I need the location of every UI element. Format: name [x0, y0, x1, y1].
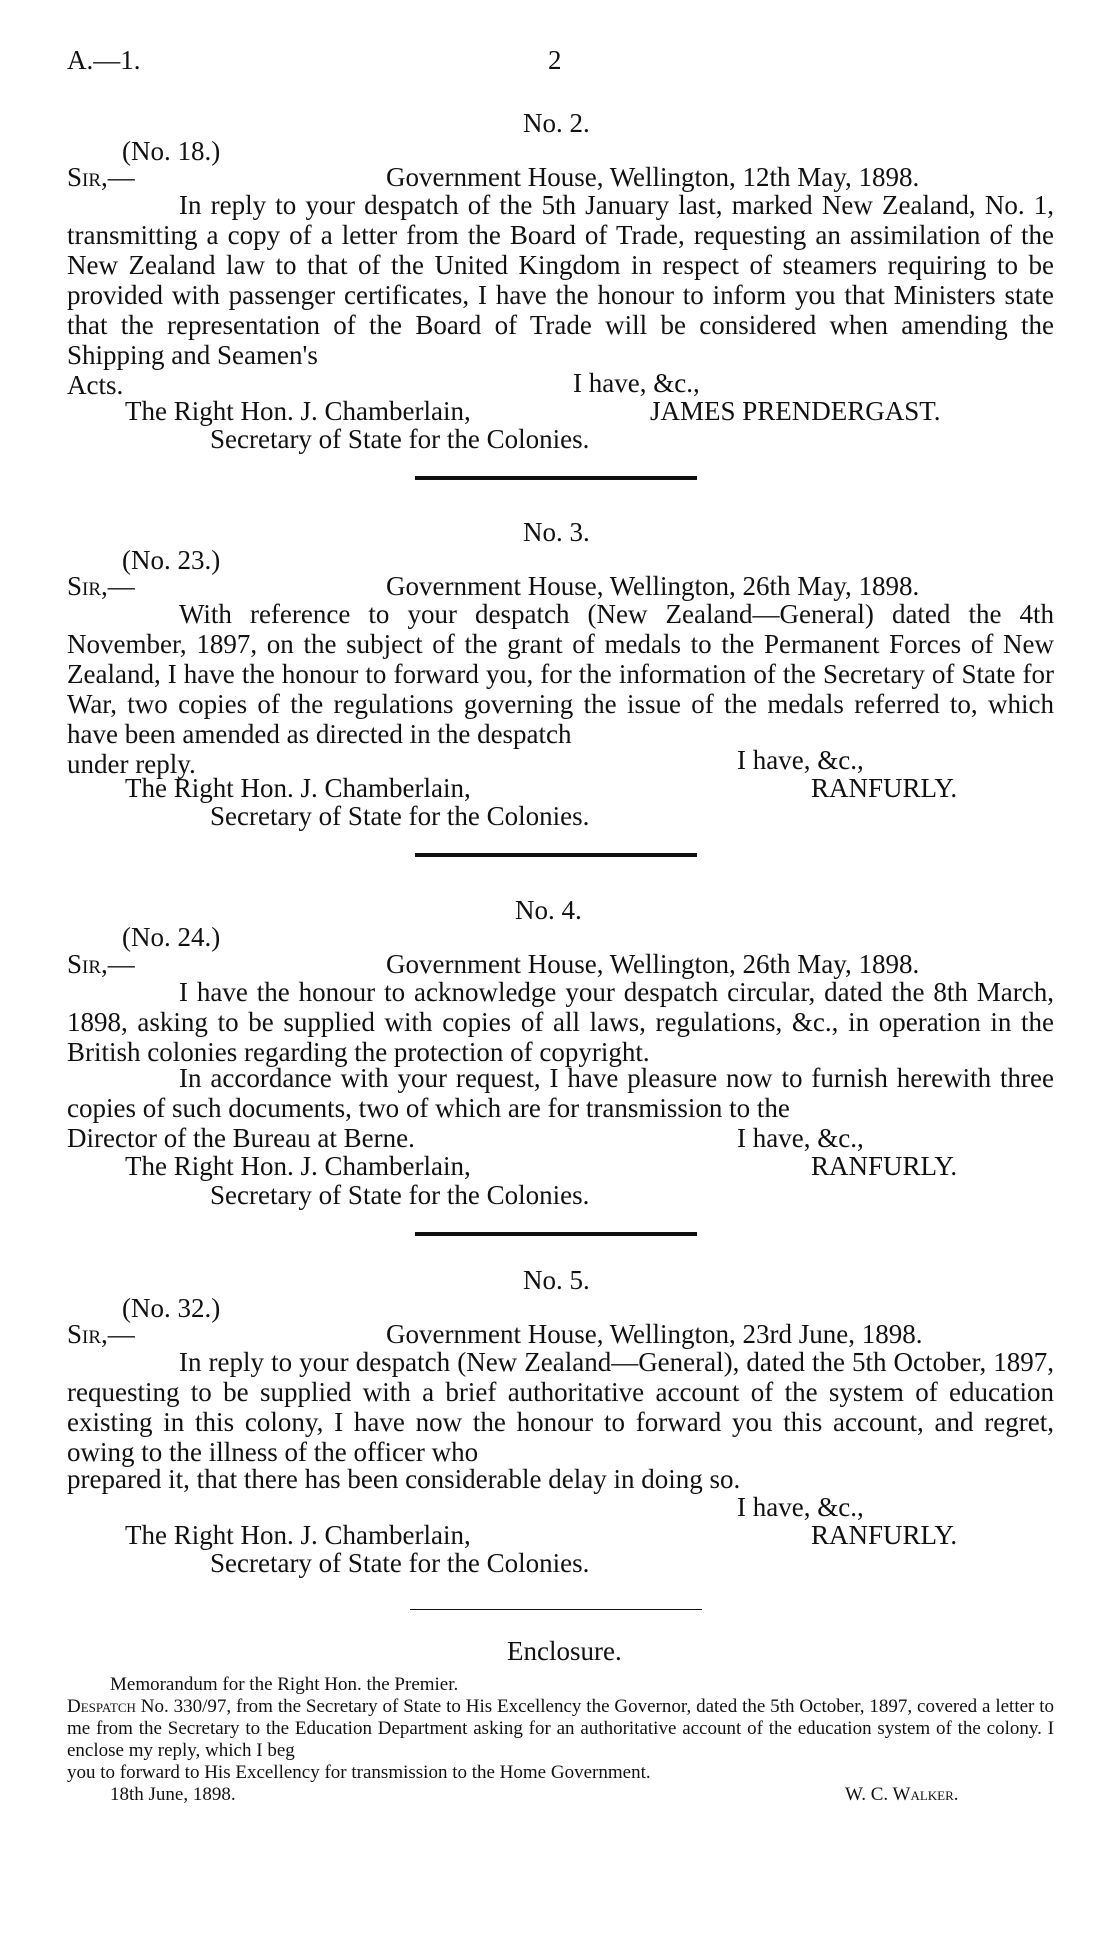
despatch-word: Despatch — [67, 1696, 136, 1717]
addressee: The Right Hon. J. Chamberlain, — [125, 1520, 471, 1550]
letter-ref: (No. 23.) — [122, 545, 221, 575]
closing: I have, &c., — [737, 1492, 864, 1522]
series-code: A.—1. — [67, 45, 141, 75]
letter-ref: (No. 32.) — [122, 1293, 221, 1323]
place-date: Government House, Wellington, 26th May, 1898. — [386, 949, 920, 979]
enclosure-body-text: No. 330/97, from the Secretary of State to His Excellency the Governor, dated the 5th October, 1897, covered a letter to me from the Secretary to the Education Department asking for an authoritative account of the education system of the colony. I enclose my reply, which I beg — [67, 1696, 1055, 1761]
enclosure-title: Enclosure. — [507, 1636, 622, 1666]
enclosure-body-last-line: you to forward to His Excellency for transmission to the Home Government. — [67, 1762, 651, 1783]
closing: I have, &c., — [573, 368, 700, 398]
salutation: Sir,— — [67, 1319, 135, 1349]
salutation: Sir,— — [67, 571, 135, 601]
place-date: Government House, Wellington, 26th May, 1898. — [386, 571, 920, 601]
signature: RANFURLY. — [811, 1151, 958, 1181]
section-divider — [415, 853, 697, 857]
addressee: The Right Hon. J. Chamberlain, — [125, 396, 471, 426]
signature: RANFURLY. — [811, 1520, 958, 1550]
letter-body-last-line: Acts. — [67, 370, 124, 400]
addressee-title: Secretary of State for the Colonies. — [210, 1180, 590, 1210]
closing: I have, &c., — [737, 745, 864, 775]
memorandum-line: Memorandum for the Right Hon. the Premier. — [110, 1674, 459, 1695]
letter-body: With reference to your despatch (New Zealand—General) dated the 4th November, 1897, on the subject of the grant of medals to the Permanent Forces of New Zealand, I have the honour to forward you, for the information of the Secretary of State for War, two copies of the regulations governing the issue of the medals referred to, which have been amended as directed in the despatch — [67, 599, 1054, 749]
addressee: The Right Hon. J. Chamberlain, — [125, 1151, 471, 1181]
section-divider — [415, 476, 697, 480]
salutation: Sir,— — [67, 949, 135, 979]
closing: I have, &c., — [737, 1123, 864, 1153]
letter-title: No. 4. — [515, 895, 582, 925]
enclosure-date: 18th June, 1898. — [110, 1784, 236, 1805]
place-date: Government House, Wellington, 12th May, 1898. — [386, 162, 920, 192]
letter-title: No. 3. — [523, 517, 590, 547]
signature: RANFURLY. — [811, 773, 958, 803]
letter-body-last-line: prepared it, that there has been considerable delay in doing so. — [67, 1464, 741, 1494]
letter-body: I have the honour to acknowledge your despatch circular, dated the 8th March, 1898, asking to be supplied with copies of all laws, regulations, &c., in operation in the British colonies regarding the protection of copyright. — [67, 977, 1054, 1067]
letter-body: In reply to your despatch (New Zealand—General), dated the 5th October, 1897, requesting to be supplied with a brief authoritative account of the system of education existing in this colony, I have now the honour to forward you this account, and regret, owing to the illness of the officer who — [67, 1347, 1054, 1467]
addressee-title: Secretary of State for the Colonies. — [210, 424, 590, 454]
addressee: The Right Hon. J. Chamberlain, — [125, 773, 471, 803]
letter-body-last-line: under reply. — [67, 749, 196, 779]
enclosure-body — [67, 1696, 1054, 1762]
addressee-title: Secretary of State for the Colonies. — [210, 1548, 590, 1578]
addressee-title: Secretary of State for the Colonies. — [210, 801, 590, 831]
letter-body-last-line: Director of the Bureau at Berne. — [67, 1123, 415, 1153]
enclosure-signature: W. C. Walker. — [845, 1784, 959, 1805]
page-number: 2 — [548, 45, 562, 75]
letter-title: No. 2. — [523, 108, 590, 138]
letter-body-paragraph-2: In accordance with your request, I have pleasure now to furnish herewith three copies of such documents, two of which are for transmission to the — [67, 1063, 1054, 1123]
section-divider — [415, 1232, 697, 1236]
letter-title: No. 5. — [523, 1265, 590, 1295]
letter-ref: (No. 24.) — [122, 922, 221, 952]
signature: JAMES PRENDERGAST. — [650, 396, 941, 426]
place-date: Government House, Wellington, 23rd June, 1898. — [386, 1319, 923, 1349]
thin-divider — [410, 1609, 702, 1610]
letter-ref: (No. 18.) — [122, 136, 221, 166]
letter-body: In reply to your despatch of the 5th January last, marked New Zealand, No. 1, transmitting a copy of a letter from the Board of Trade, requesting an assimilation of the New Zealand law to that of the United Kingdom in respect of steamers requiring to be provided with passenger certificates, I have the honour to inform you that Ministers state that the representation of the Board of Trade will be considered when amending the Shipping and Seamen's — [67, 190, 1054, 370]
salutation: Sir,— — [67, 162, 135, 192]
